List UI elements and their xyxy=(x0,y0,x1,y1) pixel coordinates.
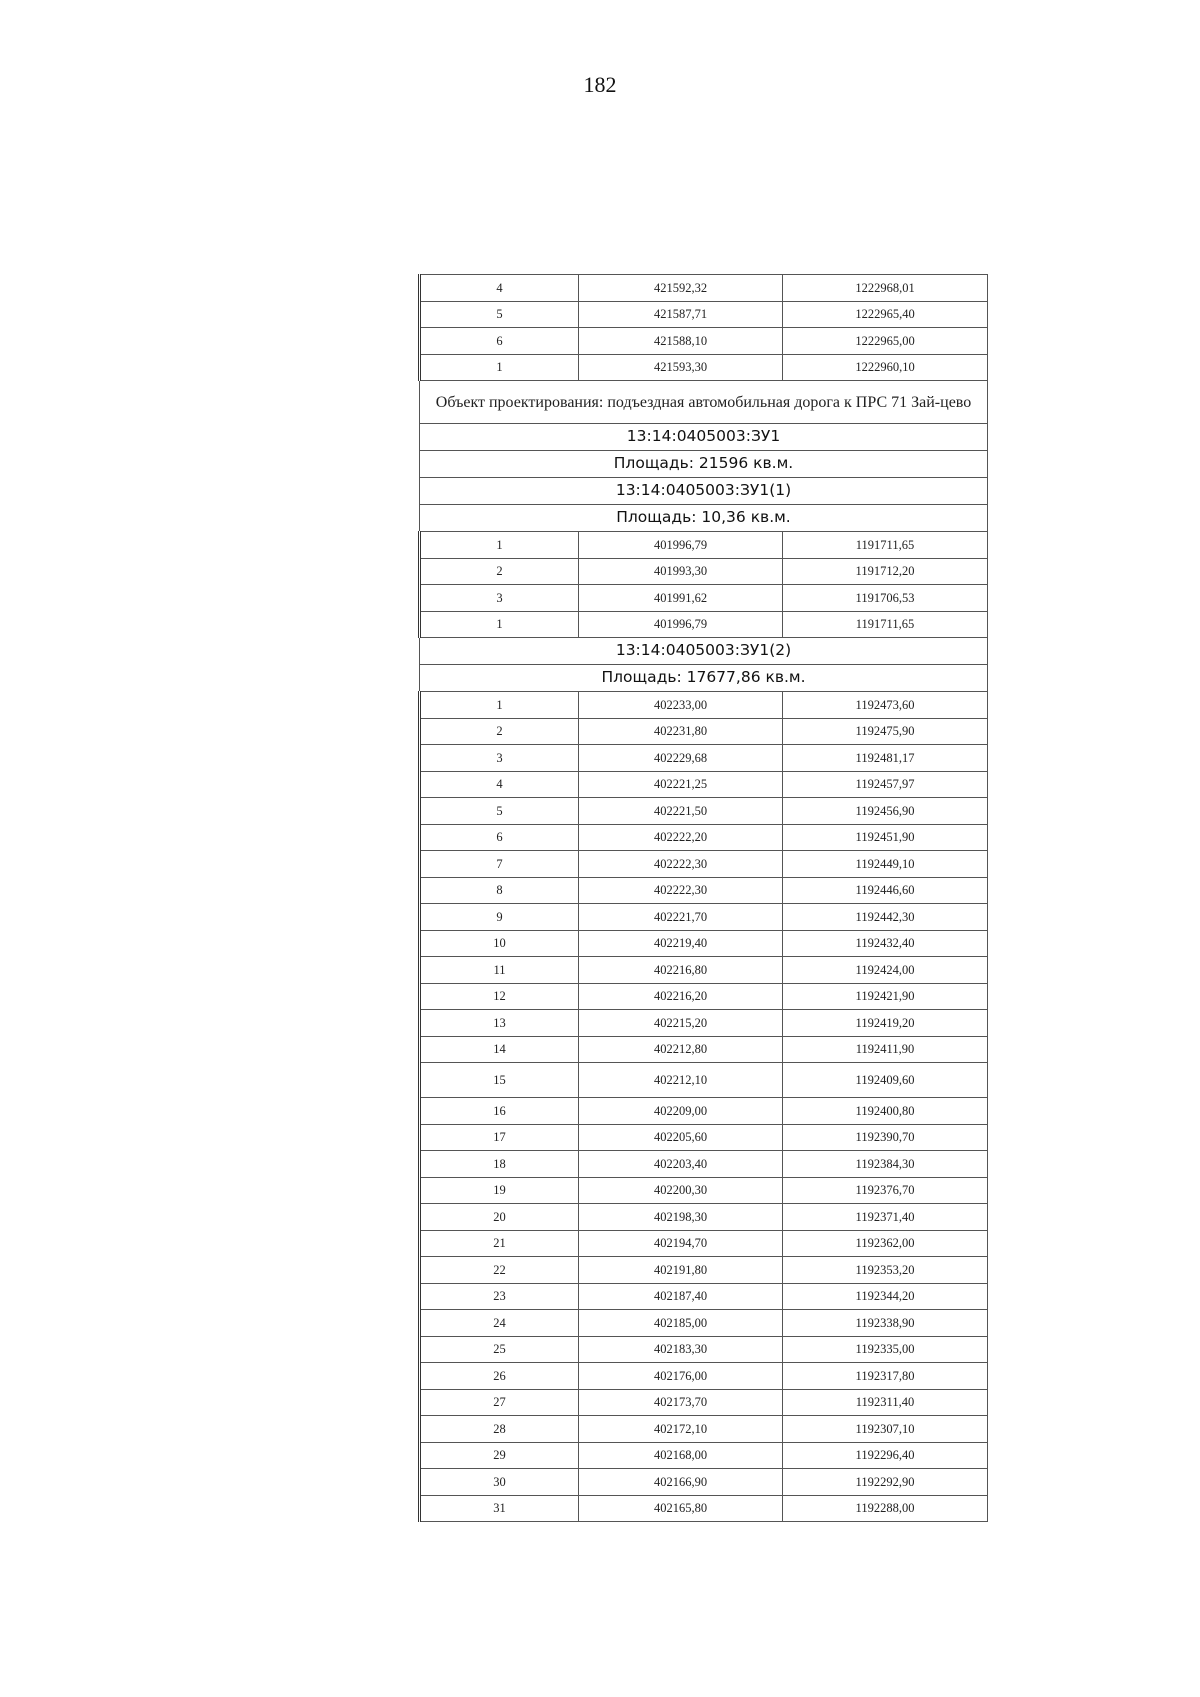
point-number-cell: 5 xyxy=(420,301,579,328)
table-row xyxy=(420,558,988,585)
y-coordinate-cell: 1192296,40 xyxy=(783,1442,988,1469)
table-row xyxy=(420,1036,988,1063)
table-row xyxy=(420,275,988,302)
page-number: 182 xyxy=(583,72,617,97)
y-coordinate-cell: 1191706,53 xyxy=(783,585,988,612)
x-coordinate-cell: 421588,10 xyxy=(579,328,783,355)
sub2-id: 13:14:0405003:ЗУ1(2) xyxy=(420,638,988,665)
point-number-cell: 1 xyxy=(420,692,579,719)
x-coordinate-cell: 421592,32 xyxy=(579,275,783,302)
point-number-cell: 24 xyxy=(420,1310,579,1337)
table-row xyxy=(420,877,988,904)
y-coordinate-cell: 1192307,10 xyxy=(783,1416,988,1443)
y-coordinate-cell: 1192432,40 xyxy=(783,930,988,957)
table-row xyxy=(420,851,988,878)
x-coordinate-cell: 402221,70 xyxy=(579,904,783,931)
point-number-cell: 20 xyxy=(420,1204,579,1231)
point-number-cell: 3 xyxy=(420,745,579,772)
x-coordinate-cell: 402187,40 xyxy=(579,1283,783,1310)
point-number-cell: 12 xyxy=(420,983,579,1010)
point-number-cell: 3 xyxy=(420,585,579,612)
point-number-cell: 25 xyxy=(420,1336,579,1363)
x-coordinate-cell: 402216,80 xyxy=(579,957,783,984)
y-coordinate-cell: 1192353,20 xyxy=(783,1257,988,1284)
table-row xyxy=(420,1063,988,1098)
x-coordinate-cell: 421587,71 xyxy=(579,301,783,328)
point-number-cell: 14 xyxy=(420,1036,579,1063)
table-row xyxy=(420,585,988,612)
y-coordinate-cell: 1191712,20 xyxy=(783,558,988,585)
parcel-id-row xyxy=(420,424,988,451)
y-coordinate-cell: 1222965,00 xyxy=(783,328,988,355)
point-number-cell: 17 xyxy=(420,1124,579,1151)
point-number-cell: 22 xyxy=(420,1257,579,1284)
table-row xyxy=(420,1336,988,1363)
table-row xyxy=(420,904,988,931)
x-coordinate-cell: 421593,30 xyxy=(579,354,783,381)
table-row xyxy=(420,1416,988,1443)
x-coordinate-cell: 401993,30 xyxy=(579,558,783,585)
x-coordinate-cell: 402233,00 xyxy=(579,692,783,719)
table-row xyxy=(420,1230,988,1257)
x-coordinate-cell: 402165,80 xyxy=(579,1495,783,1522)
y-coordinate-cell: 1192446,60 xyxy=(783,877,988,904)
x-coordinate-cell: 402229,68 xyxy=(579,745,783,772)
sub2-id-row xyxy=(420,638,988,665)
point-number-cell: 21 xyxy=(420,1230,579,1257)
y-coordinate-cell: 1222960,10 xyxy=(783,354,988,381)
point-number-cell: 4 xyxy=(420,275,579,302)
y-coordinate-cell: 1192409,60 xyxy=(783,1063,988,1098)
x-coordinate-cell: 402183,30 xyxy=(579,1336,783,1363)
table-row xyxy=(420,1177,988,1204)
x-coordinate-cell: 402172,10 xyxy=(579,1416,783,1443)
x-coordinate-cell: 402200,30 xyxy=(579,1177,783,1204)
table-row xyxy=(420,354,988,381)
x-coordinate-cell: 402205,60 xyxy=(579,1124,783,1151)
x-coordinate-cell: 402203,40 xyxy=(579,1151,783,1178)
point-number-cell: 1 xyxy=(420,611,579,638)
y-coordinate-cell: 1192424,00 xyxy=(783,957,988,984)
table-row xyxy=(420,824,988,851)
table-row xyxy=(420,532,988,559)
point-number-cell: 29 xyxy=(420,1442,579,1469)
point-number-cell: 19 xyxy=(420,1177,579,1204)
sub2-area: Площадь: 17677,86 кв.м. xyxy=(420,665,988,692)
y-coordinate-cell: 1192362,00 xyxy=(783,1230,988,1257)
x-coordinate-cell: 401996,79 xyxy=(579,532,783,559)
x-coordinate-cell: 402176,00 xyxy=(579,1363,783,1390)
x-coordinate-cell: 402221,50 xyxy=(579,798,783,825)
y-coordinate-cell: 1192390,70 xyxy=(783,1124,988,1151)
y-coordinate-cell: 1192451,90 xyxy=(783,824,988,851)
point-number-cell: 26 xyxy=(420,1363,579,1390)
parcel-area-row xyxy=(420,451,988,478)
sub1-area-row xyxy=(420,505,988,532)
y-coordinate-cell: 1192371,40 xyxy=(783,1204,988,1231)
x-coordinate-cell: 402222,30 xyxy=(579,877,783,904)
parcel-area: Площадь: 21596 кв.м. xyxy=(420,451,988,478)
x-coordinate-cell: 402209,00 xyxy=(579,1098,783,1125)
table-row xyxy=(420,718,988,745)
table-row xyxy=(420,1442,988,1469)
point-number-cell: 6 xyxy=(420,824,579,851)
point-number-cell: 8 xyxy=(420,877,579,904)
x-coordinate-cell: 402216,20 xyxy=(579,983,783,1010)
point-number-cell: 4 xyxy=(420,771,579,798)
table-row xyxy=(420,1310,988,1337)
x-coordinate-cell: 402191,80 xyxy=(579,1257,783,1284)
object-title: Объект проектирования: подъездная автомобильная дорога к ПРС 71 Зай-цево xyxy=(420,381,988,424)
y-coordinate-cell: 1222968,01 xyxy=(783,275,988,302)
x-coordinate-cell: 402222,20 xyxy=(579,824,783,851)
point-number-cell: 16 xyxy=(420,1098,579,1125)
table-row xyxy=(420,328,988,355)
y-coordinate-cell: 1192419,20 xyxy=(783,1010,988,1037)
point-number-cell: 2 xyxy=(420,558,579,585)
y-coordinate-cell: 1192400,80 xyxy=(783,1098,988,1125)
table-row xyxy=(420,1204,988,1231)
y-coordinate-cell: 1192481,17 xyxy=(783,745,988,772)
x-coordinate-cell: 402173,70 xyxy=(579,1389,783,1416)
x-coordinate-cell: 402185,00 xyxy=(579,1310,783,1337)
top-points-group xyxy=(420,275,988,381)
y-coordinate-cell: 1192442,30 xyxy=(783,904,988,931)
table-row xyxy=(420,1363,988,1390)
x-coordinate-cell: 402219,40 xyxy=(579,930,783,957)
table-row xyxy=(420,1098,988,1125)
table-row xyxy=(420,930,988,957)
point-number-cell: 27 xyxy=(420,1389,579,1416)
y-coordinate-cell: 1192384,30 xyxy=(783,1151,988,1178)
y-coordinate-cell: 1222965,40 xyxy=(783,301,988,328)
x-coordinate-cell: 401996,79 xyxy=(579,611,783,638)
y-coordinate-cell: 1192338,90 xyxy=(783,1310,988,1337)
y-coordinate-cell: 1192292,90 xyxy=(783,1469,988,1496)
y-coordinate-cell: 1191711,65 xyxy=(783,611,988,638)
point-number-cell: 13 xyxy=(420,1010,579,1037)
y-coordinate-cell: 1192288,00 xyxy=(783,1495,988,1522)
y-coordinate-cell: 1192311,40 xyxy=(783,1389,988,1416)
sub2-area-row xyxy=(420,665,988,692)
x-coordinate-cell: 402212,10 xyxy=(579,1063,783,1098)
sub2-header-group xyxy=(420,638,988,692)
y-coordinate-cell: 1191711,65 xyxy=(783,532,988,559)
y-coordinate-cell: 1192475,90 xyxy=(783,718,988,745)
point-number-cell: 9 xyxy=(420,904,579,931)
y-coordinate-cell: 1192421,90 xyxy=(783,983,988,1010)
sub2-points-group xyxy=(420,692,988,1522)
y-coordinate-cell: 1192317,80 xyxy=(783,1363,988,1390)
table-row xyxy=(420,1010,988,1037)
y-coordinate-cell: 1192376,70 xyxy=(783,1177,988,1204)
x-coordinate-cell: 402194,70 xyxy=(579,1230,783,1257)
point-number-cell: 30 xyxy=(420,1469,579,1496)
x-coordinate-cell: 402168,00 xyxy=(579,1442,783,1469)
point-number-cell: 7 xyxy=(420,851,579,878)
x-coordinate-cell: 402231,80 xyxy=(579,718,783,745)
x-coordinate-cell: 401991,62 xyxy=(579,585,783,612)
y-coordinate-cell: 1192456,90 xyxy=(783,798,988,825)
table-row xyxy=(420,1469,988,1496)
y-coordinate-cell: 1192473,60 xyxy=(783,692,988,719)
x-coordinate-cell: 402166,90 xyxy=(579,1469,783,1496)
table-row xyxy=(420,798,988,825)
point-number-cell: 18 xyxy=(420,1151,579,1178)
coordinates-table xyxy=(418,274,988,1522)
object-title-row xyxy=(420,381,988,424)
point-number-cell: 15 xyxy=(420,1063,579,1098)
sub1-area: Площадь: 10,36 кв.м. xyxy=(420,505,988,532)
table-row xyxy=(420,957,988,984)
y-coordinate-cell: 1192344,20 xyxy=(783,1283,988,1310)
point-number-cell: 6 xyxy=(420,328,579,355)
table-row xyxy=(420,1151,988,1178)
table-row xyxy=(420,1389,988,1416)
y-coordinate-cell: 1192411,90 xyxy=(783,1036,988,1063)
point-number-cell: 31 xyxy=(420,1495,579,1522)
table-row xyxy=(420,1495,988,1522)
table-row xyxy=(420,301,988,328)
sub1-points-group xyxy=(420,532,988,638)
y-coordinate-cell: 1192457,97 xyxy=(783,771,988,798)
parcel-id: 13:14:0405003:ЗУ1 xyxy=(420,424,988,451)
table-row xyxy=(420,1283,988,1310)
table-row xyxy=(420,983,988,1010)
y-coordinate-cell: 1192335,00 xyxy=(783,1336,988,1363)
table-row xyxy=(420,611,988,638)
point-number-cell: 10 xyxy=(420,930,579,957)
point-number-cell: 1 xyxy=(420,354,579,381)
x-coordinate-cell: 402215,20 xyxy=(579,1010,783,1037)
point-number-cell: 23 xyxy=(420,1283,579,1310)
sub1-id-row xyxy=(420,478,988,505)
table-row xyxy=(420,771,988,798)
x-coordinate-cell: 402212,80 xyxy=(579,1036,783,1063)
sub1-id: 13:14:0405003:ЗУ1(1) xyxy=(420,478,988,505)
point-number-cell: 5 xyxy=(420,798,579,825)
object-group xyxy=(420,381,988,532)
table-row xyxy=(420,692,988,719)
x-coordinate-cell: 402198,30 xyxy=(579,1204,783,1231)
point-number-cell: 2 xyxy=(420,718,579,745)
point-number-cell: 11 xyxy=(420,957,579,984)
table-row xyxy=(420,1257,988,1284)
point-number-cell: 28 xyxy=(420,1416,579,1443)
table-row xyxy=(420,1124,988,1151)
table-row xyxy=(420,745,988,772)
x-coordinate-cell: 402222,30 xyxy=(579,851,783,878)
y-coordinate-cell: 1192449,10 xyxy=(783,851,988,878)
point-number-cell: 1 xyxy=(420,532,579,559)
x-coordinate-cell: 402221,25 xyxy=(579,771,783,798)
